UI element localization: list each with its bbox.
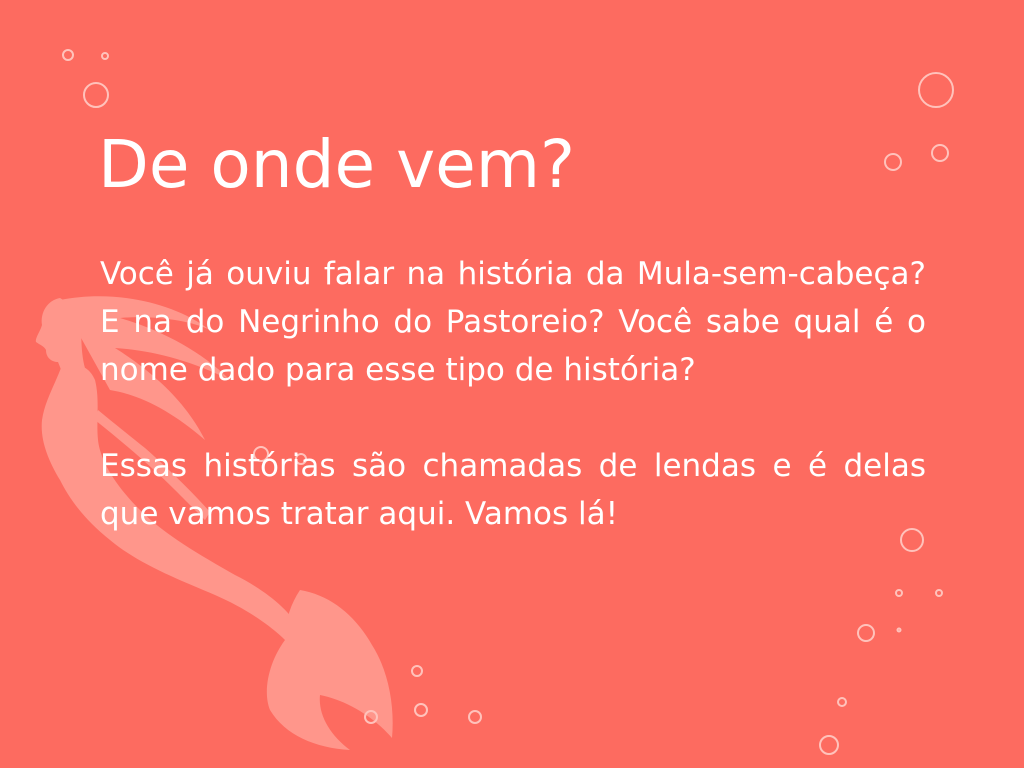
bubble <box>936 590 942 596</box>
closing-paragraph: Essas histórias são chamadas de lendas e é delas que vamos tratar aqui. Vamos lá! <box>100 448 926 532</box>
bubble <box>63 50 73 60</box>
bubble <box>885 154 901 170</box>
bubble <box>919 73 953 107</box>
bubble <box>932 145 948 161</box>
bubble <box>896 590 902 596</box>
intro-paragraph: Você já ouviu falar na história da Mula-sem-cabeça? E na do Negrinho do Pastoreio? Você sabe qual é o nome dado para esse tipo de história? <box>100 256 926 388</box>
bubble <box>84 83 108 107</box>
slide-body <box>100 250 926 538</box>
bubble <box>820 736 838 754</box>
slide-title: De onde vem? <box>98 126 576 203</box>
bubble <box>415 704 427 716</box>
bubble <box>412 666 422 676</box>
bubble <box>102 53 108 59</box>
bubble <box>858 625 874 641</box>
bubble <box>898 629 901 632</box>
bubble <box>838 698 846 706</box>
bubble <box>469 711 481 723</box>
